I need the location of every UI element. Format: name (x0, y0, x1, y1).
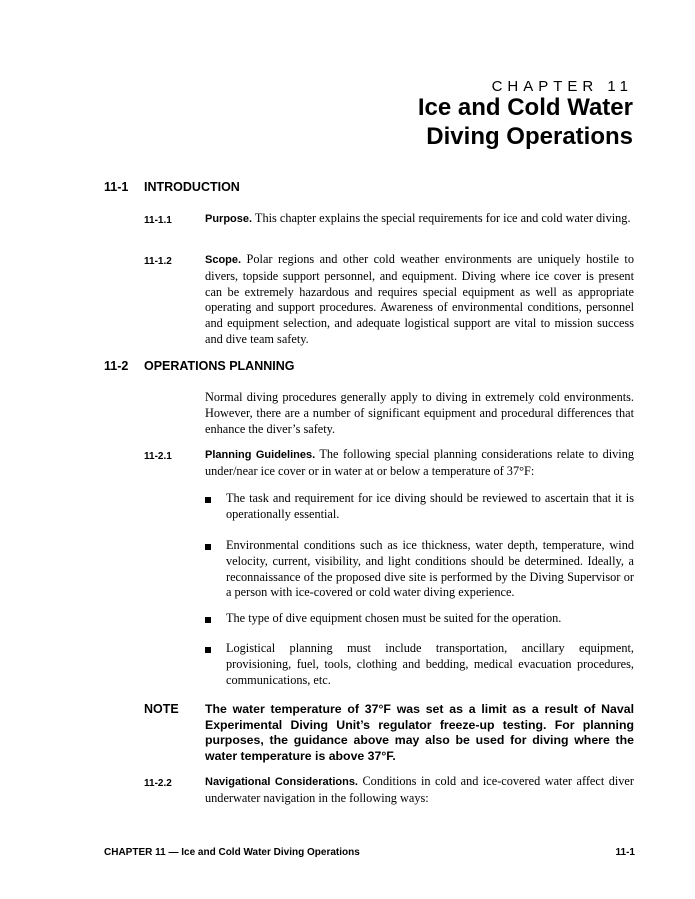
subsection-number-guidelines: 11-2.1 (144, 451, 172, 462)
bullet-icon (205, 617, 211, 623)
paragraph-purpose (205, 211, 634, 228)
footer-page-number: 11-1 (615, 847, 635, 858)
chapter-label: CHAPTER 11 (491, 78, 633, 95)
note-label: NOTE (144, 702, 179, 716)
section-number: 11-1 (104, 180, 129, 194)
section-heading-introduction (104, 180, 240, 194)
chapter-title-line-2: Diving Operations (426, 123, 633, 150)
paragraph-text: This chapter explains the special requirements for ice and cold water diving. (252, 211, 631, 225)
paragraph-navigational (205, 774, 634, 807)
subsection-number-navigational: 11-2.2 (144, 778, 172, 789)
paragraph-planning-guidelines (205, 447, 634, 480)
paragraph-text: The following special planning considerations relate to diving under/near ice cover or in water at or below a temperature of 37°F: (205, 447, 634, 478)
paragraph-lead: Purpose. (205, 213, 253, 225)
list-item-text: The type of dive equipment chosen must be suited for the operation. (226, 611, 562, 625)
paragraph-lead: Planning Guidelines. (205, 449, 316, 461)
section-title: OPERATIONS PLANNING (144, 359, 295, 373)
subsection-number-scope: 11-1.2 (144, 256, 172, 267)
note-text: The water temperature of 37°F was set as a limit as a result of Naval Experimental Diving Unit’s regulator freeze-up testing. For planning purposes, the guidance above may also be used for diving where the water temperature is above 37°F. (205, 702, 634, 763)
list-item-text: Logistical planning must include transportation, ancillary equipment, provisioning, fuel, tools, clothing and bedding, medical evacuation procedures, communications, etc. (226, 641, 634, 687)
list-item (205, 491, 634, 523)
bullet-icon (205, 647, 211, 653)
subsection-number-purpose: 11-1.1 (144, 215, 172, 226)
paragraph-lead: Navigational Considerations. (205, 776, 358, 788)
bullet-icon (205, 544, 211, 550)
footer-chapter-title: CHAPTER 11 — Ice and Cold Water Diving Operations (104, 847, 360, 858)
paragraph-operations-intro: Normal diving procedures generally apply to diving in extremely cold environments. However, there are a number of significant equipment and procedural differences that enhance the diver’s safety. (205, 390, 634, 436)
section-number: 11-2 (104, 359, 129, 373)
paragraph-scope (205, 252, 634, 348)
section-heading-operations-planning (104, 359, 294, 373)
list-item (205, 641, 634, 688)
list-item-text: The task and requirement for ice diving should be reviewed to ascertain that it is operationally essential. (226, 491, 634, 521)
paragraph-text: Polar regions and other cold weather environments are uniquely hostile to divers, topside support personnel, and equipment. Diving where ice cover is present can be extremely hazardous and requires special equipment as well as appropriate operating and support procedures. Awareness of environmental conditions, personnel and equipment selection, and adequate logistical support are vital to mission success and dive team safety. (205, 252, 634, 346)
paragraph-text: Conditions in cold and ice-covered water affect diver underwater navigation in the following ways: (205, 774, 634, 805)
chapter-title-line-1: Ice and Cold Water (417, 94, 633, 121)
section-title: INTRODUCTION (144, 180, 240, 194)
list-item (205, 538, 634, 601)
paragraph-lead: Scope. (205, 254, 242, 266)
list-item-text: Environmental conditions such as ice thickness, water depth, temperature, wind velocity, current, visibility, and light conditions should be determined. Ideally, a reconnaissance of the proposed dive site is performed by the Diving Supervisor or a person with ice-covered or cold water diving experience. (226, 538, 634, 600)
bullet-icon (205, 497, 211, 503)
chapter-title (418, 93, 633, 151)
list-item (205, 611, 634, 627)
